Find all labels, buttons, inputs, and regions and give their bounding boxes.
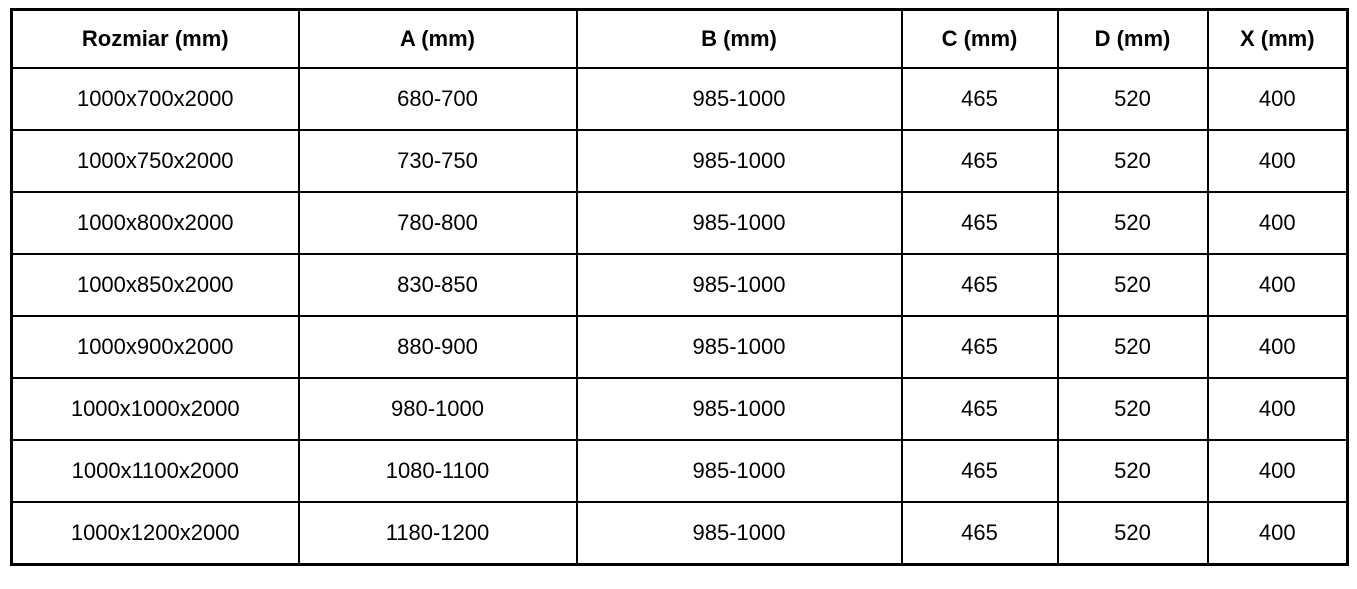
table-body: [12, 68, 1348, 565]
table-cell: 520: [1058, 378, 1208, 440]
table-cell: 400: [1208, 192, 1348, 254]
table-cell: 520: [1058, 130, 1208, 192]
column-header-x: X (mm): [1208, 10, 1348, 69]
table-cell: 465: [902, 378, 1058, 440]
table-row: [12, 316, 1348, 378]
table-cell: 400: [1208, 130, 1348, 192]
table-cell: 465: [902, 440, 1058, 502]
table-cell: 1000x700x2000: [12, 68, 299, 130]
table-cell: 1000x850x2000: [12, 254, 299, 316]
table-cell: 985-1000: [577, 378, 902, 440]
table-header: [12, 10, 1348, 69]
table-cell: 400: [1208, 316, 1348, 378]
header-row: [12, 10, 1348, 69]
table-cell: 1180-1200: [299, 502, 577, 565]
table-cell: 680-700: [299, 68, 577, 130]
table-row: [12, 192, 1348, 254]
table-row: [12, 440, 1348, 502]
table-cell: 465: [902, 254, 1058, 316]
table-cell: 985-1000: [577, 254, 902, 316]
table-row: [12, 68, 1348, 130]
table-cell: 980-1000: [299, 378, 577, 440]
table-cell: 1000x900x2000: [12, 316, 299, 378]
table-cell: 400: [1208, 378, 1348, 440]
column-header-d: D (mm): [1058, 10, 1208, 69]
table-cell: 520: [1058, 502, 1208, 565]
table-cell: 520: [1058, 68, 1208, 130]
table-row: [12, 130, 1348, 192]
table-cell: 400: [1208, 502, 1348, 565]
column-header-b: B (mm): [577, 10, 902, 69]
table-cell: 1080-1100: [299, 440, 577, 502]
table-cell: 400: [1208, 68, 1348, 130]
table-cell: 520: [1058, 254, 1208, 316]
table-cell: 520: [1058, 440, 1208, 502]
table-cell: 1000x1100x2000: [12, 440, 299, 502]
table-row: [12, 378, 1348, 440]
column-header-a: A (mm): [299, 10, 577, 69]
table-row: [12, 502, 1348, 565]
table-cell: 1000x1200x2000: [12, 502, 299, 565]
table-cell: 985-1000: [577, 192, 902, 254]
table-cell: 520: [1058, 316, 1208, 378]
table-cell: 985-1000: [577, 440, 902, 502]
table-cell: 465: [902, 130, 1058, 192]
table-cell: 520: [1058, 192, 1208, 254]
table-cell: 400: [1208, 440, 1348, 502]
table-cell: 465: [902, 68, 1058, 130]
table-row: [12, 254, 1348, 316]
table-cell: 985-1000: [577, 68, 902, 130]
table-cell: 985-1000: [577, 502, 902, 565]
table-cell: 400: [1208, 254, 1348, 316]
column-header-rozmiar: Rozmiar (mm): [12, 10, 299, 69]
table-cell: 780-800: [299, 192, 577, 254]
table-cell: 465: [902, 192, 1058, 254]
size-specification-table: [10, 8, 1349, 566]
table-cell: 1000x750x2000: [12, 130, 299, 192]
table-cell: 730-750: [299, 130, 577, 192]
table-cell: 465: [902, 316, 1058, 378]
table-cell: 985-1000: [577, 130, 902, 192]
table-cell: 880-900: [299, 316, 577, 378]
table-cell: 465: [902, 502, 1058, 565]
table-cell: 830-850: [299, 254, 577, 316]
column-header-c: C (mm): [902, 10, 1058, 69]
table-cell: 1000x1000x2000: [12, 378, 299, 440]
table-cell: 985-1000: [577, 316, 902, 378]
table-cell: 1000x800x2000: [12, 192, 299, 254]
